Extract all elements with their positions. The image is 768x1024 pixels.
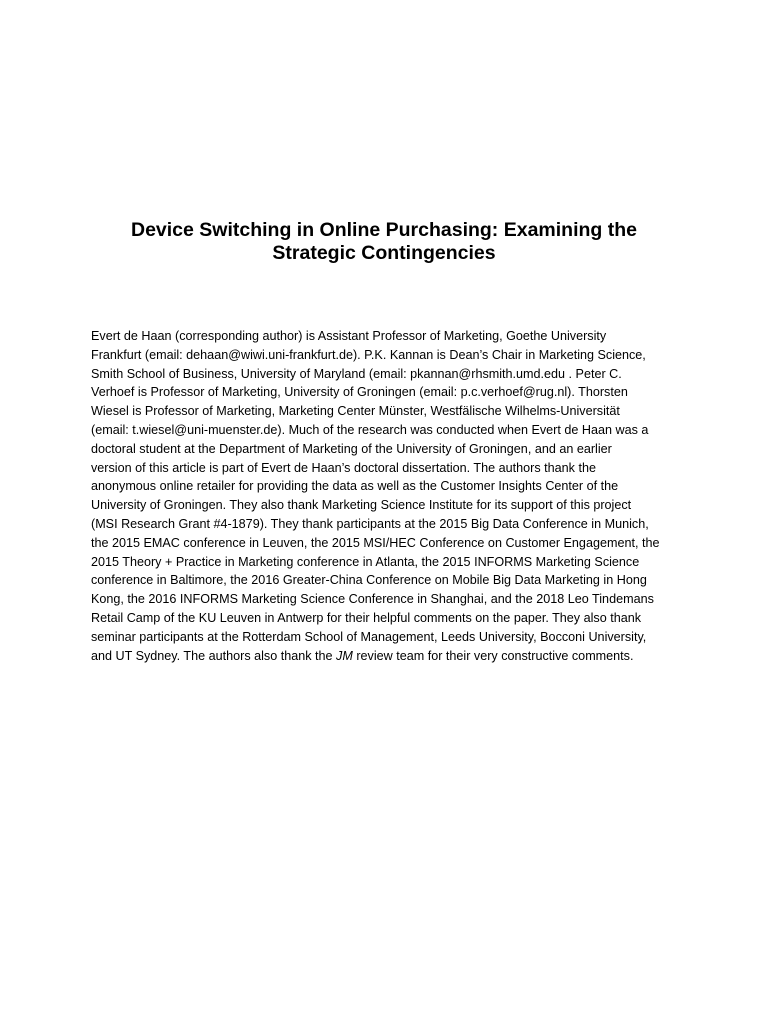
author-note-line: the 2015 EMAC conference in Leuven, the 2015 MSI/HEC Conference on Customer Engagement, the bbox=[91, 535, 660, 550]
author-note-line: Smith School of Business, University of Maryland (email: pkannan@rhsmith.umd.edu . Peter C. bbox=[91, 366, 622, 381]
author-note-line: Evert de Haan (corresponding author) is Assistant Professor of Marketing, Goethe University bbox=[91, 329, 607, 343]
author-note-last-line-end: review team for their very constructive comments. bbox=[352, 648, 634, 663]
author-note-line: University of Groningen. They also thank Marketing Science Institute for its support of this project bbox=[91, 498, 632, 513]
author-note-line: Retail Camp of the KU Leuven in Antwerp for their helpful comments on the paper. They also thank bbox=[91, 610, 642, 625]
author-note bbox=[91, 327, 677, 665]
author-note-line: doctoral student at the Department of Marketing of the University of Groningen, and an earlier bbox=[91, 441, 612, 456]
author-note-line: anonymous online retailer for providing the data as well as the Customer Insights Center of the bbox=[91, 479, 619, 494]
author-note-line: seminar participants at the Rotterdam School of Management, Leeds University, Bocconi University, bbox=[91, 629, 647, 644]
paper-title-line-2: Strategic Contingencies bbox=[272, 242, 496, 264]
journal-abbreviation: JM bbox=[336, 648, 353, 663]
author-note-line: (MSI Research Grant #4-1879). They thank participants at the 2015 Big Data Conference in Munich, bbox=[91, 516, 649, 531]
author-note-line: (email: t.wiesel@uni-muenster.de). Much of the research was conducted when Evert de Haan was a bbox=[91, 422, 649, 437]
paper-title bbox=[90, 219, 678, 265]
paper-title-line-1: Device Switching in Online Purchasing: Examining the bbox=[130, 219, 637, 241]
author-note-line: conference in Baltimore, the 2016 Greater-China Conference on Mobile Big Data Marketing in Hong bbox=[91, 573, 647, 588]
author-note-last-line-start: and UT Sydney. The authors also thank the bbox=[91, 648, 337, 663]
author-note-line: Frankfurt (email: dehaan@wiwi.uni-frankfurt.de). P.K. Kannan is Dean’s Chair in Marketing Science, bbox=[91, 347, 646, 362]
author-note-line: 2015 Theory + Practice in Marketing conference in Atlanta, the 2015 INFORMS Marketing Science bbox=[91, 554, 640, 569]
author-note-line: Wiesel is Professor of Marketing, Marketing Center Münster, Westfälische Wilhelms-Universität bbox=[91, 404, 620, 419]
author-note-last-line bbox=[91, 647, 677, 666]
author-note-line: version of this article is part of Evert de Haan’s doctoral dissertation. The authors thank the bbox=[91, 460, 596, 475]
author-note-line: Verhoef is Professor of Marketing, University of Groningen (email: p.c.verhoef@rug.nl). Thorsten bbox=[91, 385, 628, 400]
author-note-line: Kong, the 2016 INFORMS Marketing Science Conference in Shanghai, and the 2018 Leo Tindemans bbox=[91, 592, 654, 607]
